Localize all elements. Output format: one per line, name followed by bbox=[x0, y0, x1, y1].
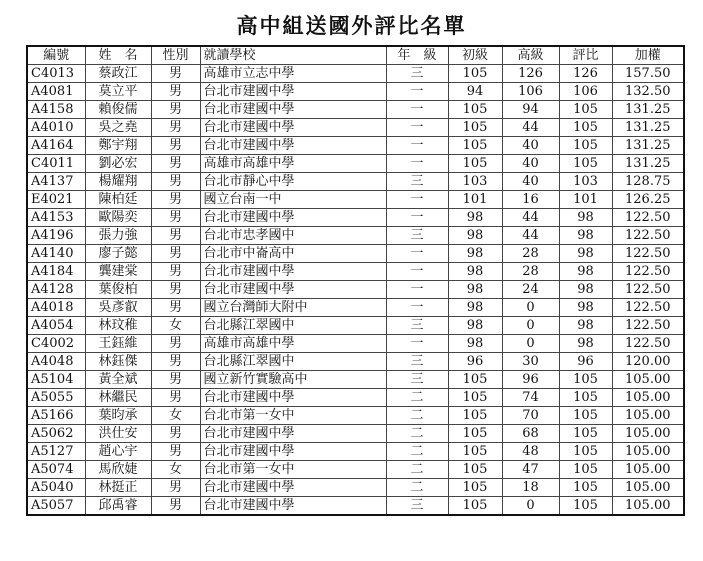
cell-id: A4128 bbox=[27, 281, 85, 299]
cell-gender: 男 bbox=[151, 299, 200, 317]
cell-grade: 一 bbox=[386, 299, 448, 317]
cell-weighted-score: 122.50 bbox=[612, 245, 684, 263]
cell-id: A4054 bbox=[27, 317, 85, 335]
cell-name: 龔建棠 bbox=[85, 263, 151, 281]
cell-advanced-score: 40 bbox=[502, 137, 559, 155]
table-row bbox=[27, 101, 684, 119]
cell-weighted-score: 126.25 bbox=[612, 191, 684, 209]
cell-elementary-score: 105 bbox=[448, 497, 502, 516]
cell-elementary-score: 105 bbox=[448, 371, 502, 389]
cell-elementary-score: 98 bbox=[448, 299, 502, 317]
cell-elementary-score: 105 bbox=[448, 479, 502, 497]
table-row bbox=[27, 389, 684, 407]
cell-name: 葉昀承 bbox=[85, 407, 151, 425]
cell-gender: 男 bbox=[151, 227, 200, 245]
cell-elementary-score: 105 bbox=[448, 389, 502, 407]
cell-rating: 98 bbox=[559, 317, 612, 335]
cell-advanced-score: 74 bbox=[502, 389, 559, 407]
cell-weighted-score: 105.00 bbox=[612, 479, 684, 497]
cell-id: A5127 bbox=[27, 443, 85, 461]
cell-weighted-score: 131.25 bbox=[612, 119, 684, 137]
header-rating: 評比 bbox=[559, 46, 612, 65]
roster-table bbox=[26, 45, 685, 516]
cell-id: A4164 bbox=[27, 137, 85, 155]
cell-id: A4140 bbox=[27, 245, 85, 263]
cell-rating: 98 bbox=[559, 263, 612, 281]
page-title: 高中組送國外評比名單 bbox=[236, 13, 467, 38]
table-row bbox=[27, 173, 684, 191]
cell-name: 林鈺傑 bbox=[85, 353, 151, 371]
cell-advanced-score: 68 bbox=[502, 425, 559, 443]
cell-gender: 男 bbox=[151, 83, 200, 101]
cell-name: 陳柏廷 bbox=[85, 191, 151, 209]
table-row bbox=[27, 209, 684, 227]
cell-id: A5055 bbox=[27, 389, 85, 407]
cell-rating: 105 bbox=[559, 155, 612, 173]
table-row bbox=[27, 155, 684, 173]
cell-id: A5040 bbox=[27, 479, 85, 497]
cell-school: 台北市建國中學 bbox=[200, 263, 386, 281]
cell-rating: 105 bbox=[559, 389, 612, 407]
cell-school: 台北縣江翠國中 bbox=[200, 353, 386, 371]
cell-gender: 男 bbox=[151, 425, 200, 443]
cell-id: C4013 bbox=[27, 65, 85, 83]
cell-school: 台北市中崙高中 bbox=[200, 245, 386, 263]
cell-school: 台北縣江翠國中 bbox=[200, 317, 386, 335]
cell-gender: 男 bbox=[151, 65, 200, 83]
cell-school: 國立新竹實驗高中 bbox=[200, 371, 386, 389]
cell-school: 台北市建國中學 bbox=[200, 443, 386, 461]
cell-id: A4184 bbox=[27, 263, 85, 281]
cell-id: A5104 bbox=[27, 371, 85, 389]
cell-advanced-score: 0 bbox=[502, 299, 559, 317]
cell-name: 馬欣婕 bbox=[85, 461, 151, 479]
cell-grade: 一 bbox=[386, 281, 448, 299]
cell-elementary-score: 94 bbox=[448, 83, 502, 101]
cell-rating: 98 bbox=[559, 227, 612, 245]
cell-id: A4018 bbox=[27, 299, 85, 317]
cell-advanced-score: 94 bbox=[502, 101, 559, 119]
table-row bbox=[27, 425, 684, 443]
header-elementary-score: 初級 bbox=[448, 46, 502, 65]
cell-grade: 二 bbox=[386, 389, 448, 407]
cell-name: 廖子懿 bbox=[85, 245, 151, 263]
cell-advanced-score: 18 bbox=[502, 479, 559, 497]
cell-elementary-score: 103 bbox=[448, 173, 502, 191]
cell-id: A5057 bbox=[27, 497, 85, 516]
cell-id: E4021 bbox=[27, 191, 85, 209]
cell-grade: 三 bbox=[386, 353, 448, 371]
cell-weighted-score: 122.50 bbox=[612, 317, 684, 335]
table-row bbox=[27, 497, 684, 516]
cell-id: C4002 bbox=[27, 335, 85, 353]
cell-name: 林玟稚 bbox=[85, 317, 151, 335]
cell-rating: 98 bbox=[559, 281, 612, 299]
table-row bbox=[27, 479, 684, 497]
header-advanced-score: 高級 bbox=[502, 46, 559, 65]
cell-grade: 一 bbox=[386, 155, 448, 173]
cell-advanced-score: 44 bbox=[502, 119, 559, 137]
cell-rating: 105 bbox=[559, 407, 612, 425]
cell-school: 台北市第一女中 bbox=[200, 461, 386, 479]
cell-id: A5062 bbox=[27, 425, 85, 443]
cell-name: 吳之堯 bbox=[85, 119, 151, 137]
table-row bbox=[27, 83, 684, 101]
cell-advanced-score: 28 bbox=[502, 263, 559, 281]
cell-rating: 101 bbox=[559, 191, 612, 209]
cell-grade: 三 bbox=[386, 371, 448, 389]
cell-rating: 98 bbox=[559, 335, 612, 353]
cell-grade: 一 bbox=[386, 101, 448, 119]
cell-elementary-score: 105 bbox=[448, 119, 502, 137]
table-row bbox=[27, 119, 684, 137]
cell-rating: 98 bbox=[559, 209, 612, 227]
cell-name: 邱禹睿 bbox=[85, 497, 151, 516]
cell-rating: 98 bbox=[559, 245, 612, 263]
cell-weighted-score: 128.75 bbox=[612, 173, 684, 191]
cell-name: 洪仕安 bbox=[85, 425, 151, 443]
cell-name: 張力強 bbox=[85, 227, 151, 245]
cell-advanced-score: 47 bbox=[502, 461, 559, 479]
cell-advanced-score: 28 bbox=[502, 245, 559, 263]
table-row bbox=[27, 65, 684, 83]
table-row bbox=[27, 317, 684, 335]
cell-gender: 女 bbox=[151, 407, 200, 425]
cell-weighted-score: 132.50 bbox=[612, 83, 684, 101]
cell-rating: 126 bbox=[559, 65, 612, 83]
cell-id: A4196 bbox=[27, 227, 85, 245]
cell-gender: 男 bbox=[151, 209, 200, 227]
cell-school: 台北市建國中學 bbox=[200, 479, 386, 497]
cell-advanced-score: 0 bbox=[502, 335, 559, 353]
cell-name: 吳彥叡 bbox=[85, 299, 151, 317]
cell-advanced-score: 30 bbox=[502, 353, 559, 371]
cell-gender: 男 bbox=[151, 389, 200, 407]
cell-gender: 男 bbox=[151, 173, 200, 191]
cell-school: 高雄市高雄中學 bbox=[200, 335, 386, 353]
cell-rating: 103 bbox=[559, 173, 612, 191]
cell-weighted-score: 122.50 bbox=[612, 335, 684, 353]
cell-weighted-score: 122.50 bbox=[612, 263, 684, 281]
cell-elementary-score: 105 bbox=[448, 443, 502, 461]
table-row bbox=[27, 407, 684, 425]
cell-advanced-score: 106 bbox=[502, 83, 559, 101]
cell-school: 台北市第一女中 bbox=[200, 407, 386, 425]
cell-weighted-score: 120.00 bbox=[612, 353, 684, 371]
cell-weighted-score: 105.00 bbox=[612, 371, 684, 389]
cell-id: A4048 bbox=[27, 353, 85, 371]
cell-school: 台北市建國中學 bbox=[200, 389, 386, 407]
cell-elementary-score: 98 bbox=[448, 281, 502, 299]
cell-advanced-score: 16 bbox=[502, 191, 559, 209]
cell-name: 葉俊柏 bbox=[85, 281, 151, 299]
cell-id: A4081 bbox=[27, 83, 85, 101]
cell-weighted-score: 122.50 bbox=[612, 227, 684, 245]
cell-id: A5074 bbox=[27, 461, 85, 479]
cell-school: 高雄市立志中學 bbox=[200, 65, 386, 83]
cell-school: 國立台南一中 bbox=[200, 191, 386, 209]
table-row bbox=[27, 137, 684, 155]
cell-elementary-score: 98 bbox=[448, 245, 502, 263]
cell-weighted-score: 131.25 bbox=[612, 137, 684, 155]
cell-elementary-score: 101 bbox=[448, 191, 502, 209]
table-body bbox=[27, 65, 684, 516]
cell-id: A4153 bbox=[27, 209, 85, 227]
cell-name: 莫立平 bbox=[85, 83, 151, 101]
cell-advanced-score: 96 bbox=[502, 371, 559, 389]
cell-elementary-score: 105 bbox=[448, 155, 502, 173]
cell-school: 台北市忠孝國中 bbox=[200, 227, 386, 245]
cell-advanced-score: 40 bbox=[502, 173, 559, 191]
header-gender: 性別 bbox=[151, 46, 200, 65]
cell-gender: 男 bbox=[151, 497, 200, 516]
header-name: 姓 名 bbox=[85, 46, 151, 65]
cell-gender: 男 bbox=[151, 371, 200, 389]
cell-gender: 男 bbox=[151, 263, 200, 281]
cell-grade: 一 bbox=[386, 119, 448, 137]
cell-weighted-score: 122.50 bbox=[612, 209, 684, 227]
cell-advanced-score: 48 bbox=[502, 443, 559, 461]
cell-id: A4158 bbox=[27, 101, 85, 119]
cell-school: 台北市建國中學 bbox=[200, 83, 386, 101]
header-id: 編號 bbox=[27, 46, 85, 65]
header-weighted-score: 加權 bbox=[612, 46, 684, 65]
cell-school: 台北市建國中學 bbox=[200, 425, 386, 443]
table-row bbox=[27, 443, 684, 461]
cell-grade: 二 bbox=[386, 425, 448, 443]
cell-gender: 男 bbox=[151, 137, 200, 155]
cell-weighted-score: 122.50 bbox=[612, 299, 684, 317]
cell-school: 台北市建國中學 bbox=[200, 137, 386, 155]
header-row bbox=[27, 46, 684, 65]
table-row bbox=[27, 227, 684, 245]
cell-weighted-score: 131.25 bbox=[612, 155, 684, 173]
cell-elementary-score: 98 bbox=[448, 209, 502, 227]
cell-grade: 三 bbox=[386, 497, 448, 516]
cell-name: 楊耀翔 bbox=[85, 173, 151, 191]
cell-gender: 男 bbox=[151, 443, 200, 461]
cell-school: 台北市建國中學 bbox=[200, 281, 386, 299]
cell-weighted-score: 105.00 bbox=[612, 389, 684, 407]
cell-weighted-score: 105.00 bbox=[612, 443, 684, 461]
cell-gender: 男 bbox=[151, 155, 200, 173]
cell-gender: 男 bbox=[151, 281, 200, 299]
cell-id: C4011 bbox=[27, 155, 85, 173]
cell-name: 趙心宇 bbox=[85, 443, 151, 461]
cell-school: 高雄市高雄中學 bbox=[200, 155, 386, 173]
cell-weighted-score: 105.00 bbox=[612, 461, 684, 479]
cell-name: 歐陽奕 bbox=[85, 209, 151, 227]
cell-rating: 105 bbox=[559, 461, 612, 479]
cell-gender: 男 bbox=[151, 335, 200, 353]
cell-advanced-score: 0 bbox=[502, 497, 559, 516]
cell-elementary-score: 105 bbox=[448, 65, 502, 83]
cell-name: 鄭宇翔 bbox=[85, 137, 151, 155]
cell-advanced-score: 44 bbox=[502, 209, 559, 227]
table-row bbox=[27, 335, 684, 353]
cell-advanced-score: 40 bbox=[502, 155, 559, 173]
cell-grade: 一 bbox=[386, 83, 448, 101]
cell-name: 蔡政江 bbox=[85, 65, 151, 83]
cell-grade: 一 bbox=[386, 263, 448, 281]
cell-school: 台北市建國中學 bbox=[200, 497, 386, 516]
cell-grade: 三 bbox=[386, 227, 448, 245]
cell-grade: 一 bbox=[386, 245, 448, 263]
table-header bbox=[27, 46, 684, 65]
cell-gender: 女 bbox=[151, 317, 200, 335]
cell-gender: 男 bbox=[151, 353, 200, 371]
table-row bbox=[27, 191, 684, 209]
cell-gender: 男 bbox=[151, 245, 200, 263]
cell-grade: 一 bbox=[386, 209, 448, 227]
cell-name: 林繼民 bbox=[85, 389, 151, 407]
cell-weighted-score: 105.00 bbox=[612, 425, 684, 443]
cell-weighted-score: 105.00 bbox=[612, 407, 684, 425]
cell-gender: 男 bbox=[151, 101, 200, 119]
cell-elementary-score: 105 bbox=[448, 461, 502, 479]
cell-school: 台北市建國中學 bbox=[200, 101, 386, 119]
table-row bbox=[27, 299, 684, 317]
cell-elementary-score: 98 bbox=[448, 335, 502, 353]
cell-rating: 105 bbox=[559, 371, 612, 389]
cell-school: 台北市建國中學 bbox=[200, 209, 386, 227]
header-school: 就讀學校 bbox=[200, 46, 386, 65]
cell-grade: 一 bbox=[386, 137, 448, 155]
cell-elementary-score: 105 bbox=[448, 137, 502, 155]
cell-weighted-score: 105.00 bbox=[612, 497, 684, 516]
table-row bbox=[27, 371, 684, 389]
cell-grade: 二 bbox=[386, 443, 448, 461]
cell-grade: 二 bbox=[386, 461, 448, 479]
cell-gender: 男 bbox=[151, 119, 200, 137]
cell-grade: 三 bbox=[386, 65, 448, 83]
cell-advanced-score: 0 bbox=[502, 317, 559, 335]
cell-name: 賴俊儒 bbox=[85, 101, 151, 119]
table-row bbox=[27, 353, 684, 371]
cell-gender: 男 bbox=[151, 479, 200, 497]
cell-rating: 96 bbox=[559, 353, 612, 371]
cell-rating: 105 bbox=[559, 119, 612, 137]
cell-name: 林挺正 bbox=[85, 479, 151, 497]
cell-weighted-score: 157.50 bbox=[612, 65, 684, 83]
cell-gender: 男 bbox=[151, 191, 200, 209]
cell-rating: 106 bbox=[559, 83, 612, 101]
cell-grade: 一 bbox=[386, 335, 448, 353]
cell-rating: 105 bbox=[559, 137, 612, 155]
cell-weighted-score: 122.50 bbox=[612, 281, 684, 299]
cell-elementary-score: 98 bbox=[448, 263, 502, 281]
table-row bbox=[27, 263, 684, 281]
cell-elementary-score: 96 bbox=[448, 353, 502, 371]
cell-advanced-score: 70 bbox=[502, 407, 559, 425]
cell-id: A5166 bbox=[27, 407, 85, 425]
header-grade: 年 級 bbox=[386, 46, 448, 65]
cell-grade: 一 bbox=[386, 191, 448, 209]
cell-gender: 女 bbox=[151, 461, 200, 479]
table-row bbox=[27, 245, 684, 263]
cell-id: A4137 bbox=[27, 173, 85, 191]
cell-advanced-score: 24 bbox=[502, 281, 559, 299]
cell-grade: 二 bbox=[386, 479, 448, 497]
cell-grade: 二 bbox=[386, 407, 448, 425]
cell-rating: 105 bbox=[559, 497, 612, 516]
cell-grade: 三 bbox=[386, 317, 448, 335]
cell-school: 台北市建國中學 bbox=[200, 119, 386, 137]
cell-name: 王鈺維 bbox=[85, 335, 151, 353]
cell-rating: 98 bbox=[559, 299, 612, 317]
cell-elementary-score: 98 bbox=[448, 317, 502, 335]
cell-weighted-score: 131.25 bbox=[612, 101, 684, 119]
cell-school: 台北市靜心中學 bbox=[200, 173, 386, 191]
cell-name: 劉必宏 bbox=[85, 155, 151, 173]
cell-elementary-score: 105 bbox=[448, 425, 502, 443]
cell-name: 黃全斌 bbox=[85, 371, 151, 389]
cell-rating: 105 bbox=[559, 101, 612, 119]
cell-elementary-score: 98 bbox=[448, 227, 502, 245]
cell-elementary-score: 105 bbox=[448, 407, 502, 425]
cell-id: A4010 bbox=[27, 119, 85, 137]
cell-advanced-score: 126 bbox=[502, 65, 559, 83]
cell-advanced-score: 44 bbox=[502, 227, 559, 245]
table-row bbox=[27, 461, 684, 479]
table-row bbox=[27, 281, 684, 299]
cell-rating: 105 bbox=[559, 443, 612, 461]
cell-school: 國立台灣師大附中 bbox=[200, 299, 386, 317]
cell-elementary-score: 105 bbox=[448, 101, 502, 119]
cell-rating: 105 bbox=[559, 425, 612, 443]
cell-rating: 105 bbox=[559, 479, 612, 497]
cell-grade: 三 bbox=[386, 173, 448, 191]
